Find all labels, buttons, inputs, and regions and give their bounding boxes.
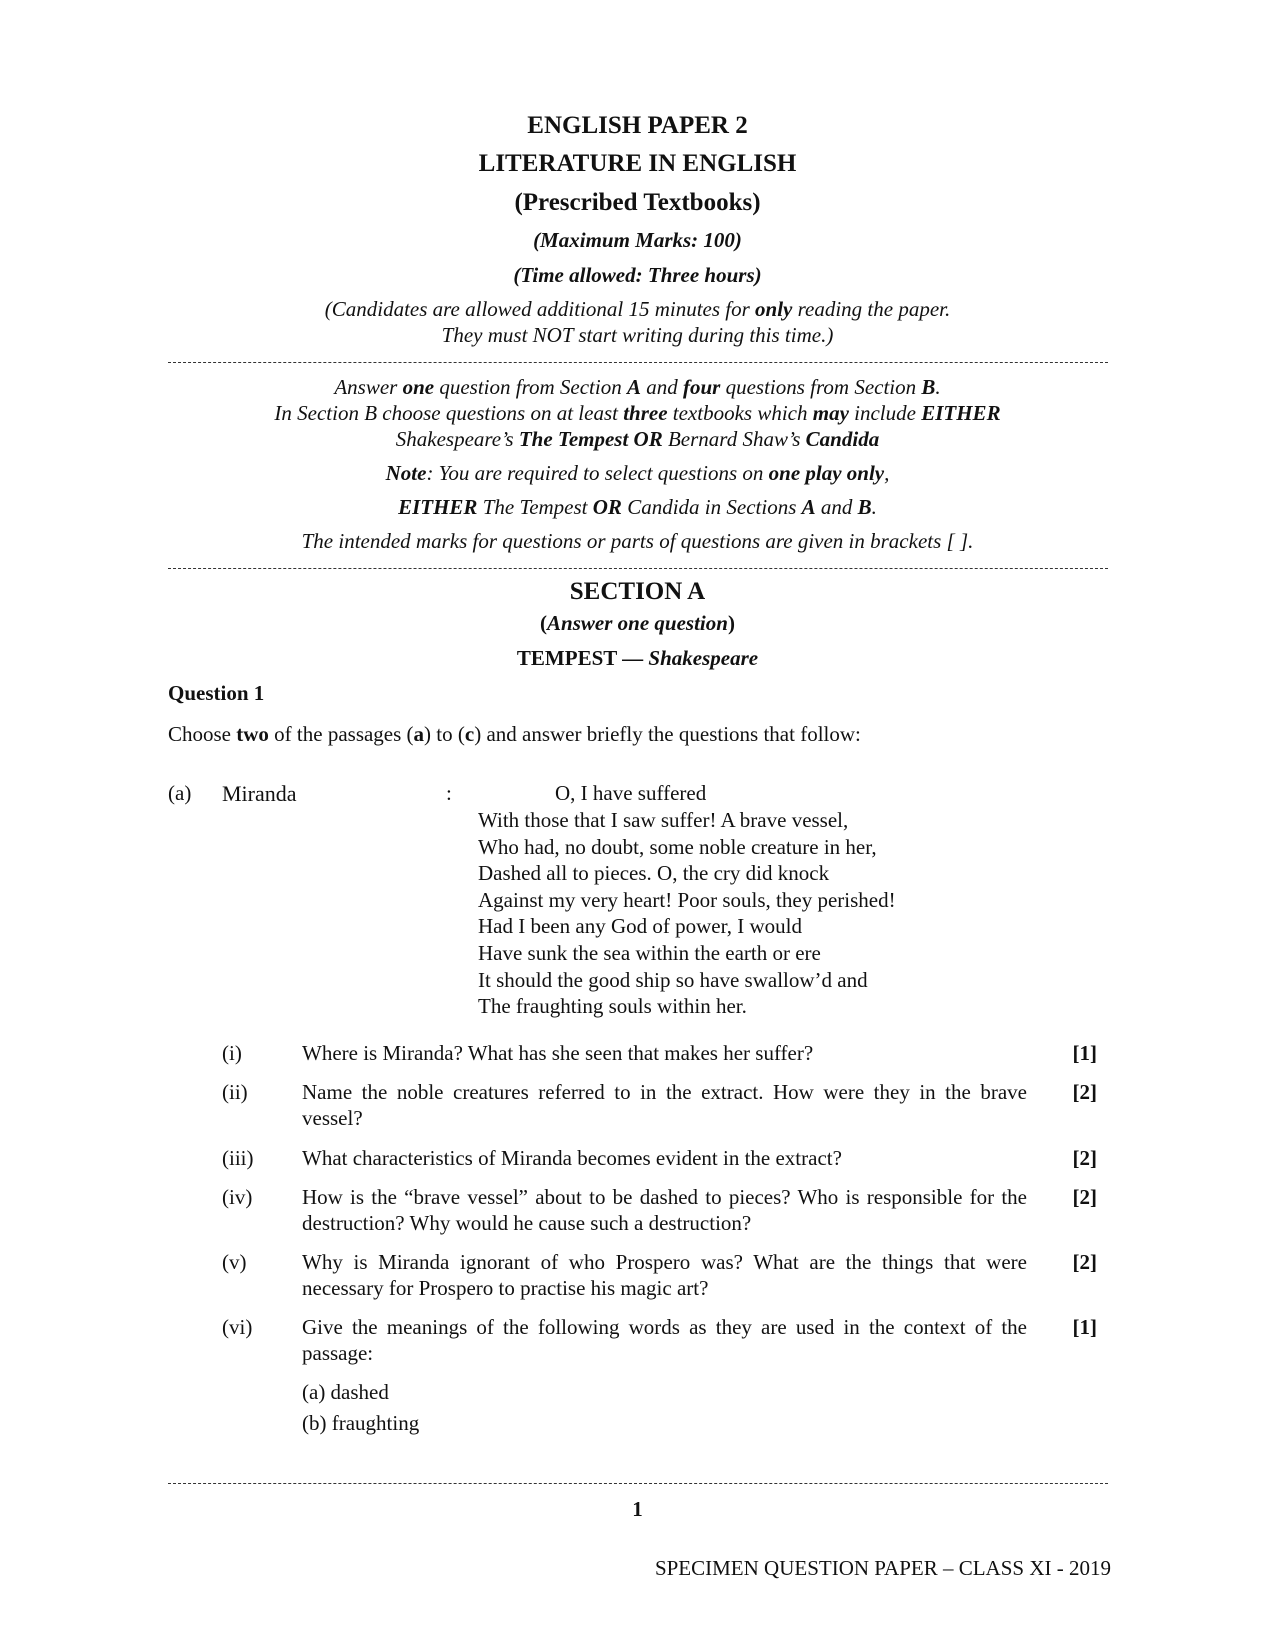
divider-bottom [168, 1483, 1108, 1484]
section-title: SECTION A [569, 578, 706, 605]
verse-passage [478, 807, 896, 1020]
passage-label: (a) [168, 781, 192, 805]
marks-badge: [1] [1072, 1041, 1097, 1065]
instructions-line-2: In Section B choose questions on at least three textbooks which may include EITHER [274, 401, 1001, 425]
verse-line: Have sunk the sea within the earth or ere [478, 940, 821, 965]
question-heading: Question 1 [168, 681, 265, 705]
section-subtitle: (Answer one question) [540, 611, 735, 635]
verse-line: Against my very heart! Poor souls, they perished! [478, 887, 896, 912]
word-item: (a) dashed [302, 1380, 389, 1404]
paper-title: ENGLISH PAPER 2 [527, 112, 748, 139]
verse-line: Dashed all to pieces. O, the cry did knock [478, 861, 830, 886]
instructions-marks-note: The intended marks for questions or parts of questions are given in brackets [ ]. [301, 529, 974, 553]
divider-top [168, 362, 1108, 363]
speaker-colon: : [446, 781, 452, 805]
instructions-note: Note: You are required to select questions on one play only, [385, 461, 890, 485]
instructions-line-3: Shakespeare’s The Tempest OR Bernard Shaw’s Candida [395, 427, 880, 451]
play-heading: TEMPEST — Shakespeare [516, 646, 759, 670]
verse-line: With those that I saw suffer! A brave vessel, [478, 808, 849, 832]
verse-first-line: O, I have suffered [555, 781, 707, 805]
marks-badge: [1] [1072, 1315, 1097, 1339]
exam-page: ENGLISH PAPER 2 LITERATURE IN ENGLISH (Prescribed Textbooks) (Maximum Marks: 100) (Time allowed: Three hours) (Candidates are allowed additional 15 minutes for only reading the paper. They must NOT start writing during this time.) Answer one question from Section A and four questions from Section B. In Section B choose questions on at least three textbooks which may include EITHER Shakespeare’s The Tempest OR Bernard Shaw’s Candida Note: You are required to select questions on one play only, EITHER The Tempest OR Candida in Sections A and B. The intended marks for questions or parts of questions are given in brackets [ ]. SECTION A (Answer one question) TEMPEST — Shakespeare Question 1 Choose two of the passages (a) to (c) and answer briefly the questions that follow: (a) Miranda : O, I have suffered With those that I saw suffer! A brave vessel, Who had, no doubt, some noble creature in her, Dashed all to pieces. O, the cry did knock Against my very heart! Poor souls, they perished! Had I been any God of power, I would Have sunk the sea within the earth or ere It should the good ship so have swallow’d and The fraughting souls within her. (i) Where is Miranda? What has she seen that makes her suffer? [1] (ii) Name the noble creatures referred to in the extract. How were they in the brave vessel? [2] (iii) What characteristics of Miranda becomes evident in the extract? [2] (iv) How is the “brave vessel” about to be dashed to pieces? Who is responsible for the destruction? Why would he cause such a destruction? [2] (v) Why is Miranda ignorant of who Prospero was? What are the things that were necessary for Prospero to practise his magic art? [2] (vi) Give the meanings of the following words as they are used in the context of the passage: [1] (a) dashed (b) fraughting 1 SPECIMEN QUESTION PAPER – CLASS XI - 2019 [0, 0, 1275, 1651]
page-number: 1 [632, 1497, 643, 1521]
instructions-line-5: EITHER The Tempest OR Candida in Sections A and B. [398, 495, 877, 519]
question-instruction: Choose two of the passages (a) to (c) and answer briefly the questions that follow: [168, 722, 861, 746]
marks-badge: [2] [1072, 1080, 1097, 1104]
footer-label: SPECIMEN QUESTION PAPER – CLASS XI - 2019 [654, 1556, 1111, 1580]
reading-note-line-2: They must NOT start writing during this time.) [441, 323, 834, 347]
marks-badge: [2] [1072, 1146, 1097, 1170]
verse-line: Who had, no doubt, some noble creature in her, [478, 834, 877, 859]
marks-badge: [2] [1072, 1185, 1097, 1209]
divider-middle [168, 568, 1108, 569]
paper-subtitle: LITERATURE IN ENGLISH [478, 150, 797, 177]
instructions-line-1: Answer one question from Section A and four questions from Section B. [334, 375, 941, 399]
paper-textbooks: (Prescribed Textbooks) [514, 189, 761, 216]
verse-line: The fraughting souls within her. [478, 994, 747, 1019]
marks-badge: [2] [1072, 1250, 1097, 1274]
maximum-marks: (Maximum Marks: 100) [533, 228, 742, 252]
speaker-name: Miranda [222, 781, 297, 806]
reading-note-line-1: (Candidates are allowed additional 15 minutes for only reading the paper. [324, 297, 951, 321]
verse-line: Had I been any God of power, I would [478, 914, 802, 939]
word-item: (b) fraughting [302, 1411, 420, 1435]
time-allowed: (Time allowed: Three hours) [513, 263, 762, 287]
verse-line: It should the good ship so have swallow’d and [478, 967, 868, 992]
